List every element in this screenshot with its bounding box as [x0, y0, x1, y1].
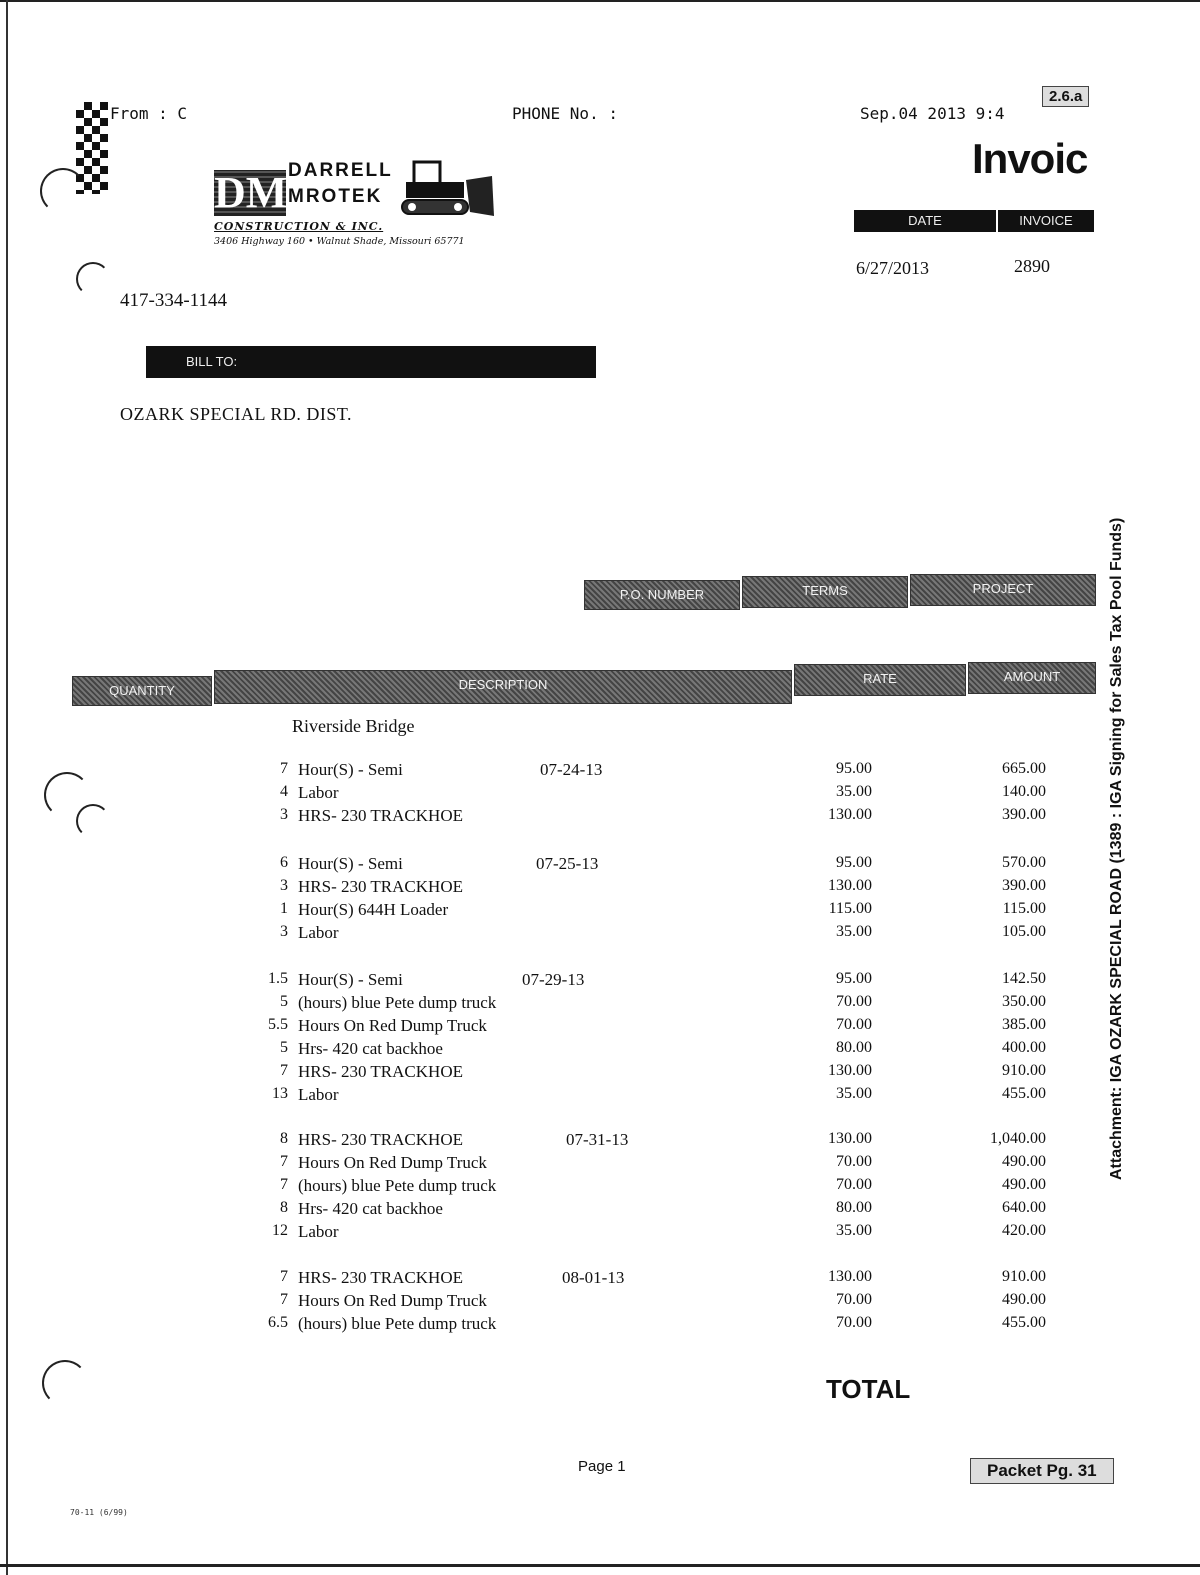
- item-quantity: 6: [280, 854, 288, 871]
- item-rate: 130.00: [828, 877, 872, 894]
- item-description: (hours) blue Pete dump truck: [298, 1176, 497, 1195]
- invoice-number: 2890: [1014, 256, 1050, 276]
- item-amount: 1,040.00: [990, 1130, 1046, 1147]
- item-description: Hours On Red Dump Truck: [298, 1153, 487, 1172]
- punch-hole-mark: [76, 804, 110, 838]
- group-date: 07-25-13: [536, 854, 599, 873]
- item-quantity: 3: [280, 877, 288, 894]
- fax-from: From : C: [110, 104, 188, 123]
- item-rate: 70.00: [836, 1176, 872, 1193]
- item-quantity: 1: [280, 900, 288, 917]
- item-description: HRS- 230 TRACKHOE: [298, 806, 463, 825]
- item-description: Hours On Red Dump Truck: [298, 1016, 487, 1035]
- scan-border-bottom: [0, 1564, 1200, 1567]
- item-description: Hrs- 420 cat backhoe: [298, 1039, 443, 1058]
- company-logo: [214, 160, 514, 260]
- item-amount: 390.00: [1002, 877, 1046, 894]
- item-amount: 455.00: [1002, 1314, 1046, 1331]
- item-rate: 95.00: [836, 760, 872, 777]
- item-quantity: 7: [280, 1291, 288, 1308]
- quantity-header: QUANTITY: [72, 676, 212, 706]
- amount-header: AMOUNT: [968, 662, 1096, 694]
- total-label: TOTAL: [826, 1374, 911, 1404]
- item-description: Labor: [298, 1085, 339, 1104]
- item-amount: 105.00: [1002, 923, 1046, 940]
- project-header: PROJECT: [910, 574, 1096, 606]
- item-rate: 35.00: [836, 923, 872, 940]
- bill-to-name: OZARK SPECIAL RD. DIST.: [120, 404, 353, 424]
- item-amount: 910.00: [1002, 1268, 1046, 1285]
- item-amount: 350.00: [1002, 993, 1046, 1010]
- punch-hole-mark: [76, 262, 110, 296]
- item-description: HRS- 230 TRACKHOE: [298, 877, 463, 896]
- item-amount: 490.00: [1002, 1176, 1046, 1193]
- item-amount: 490.00: [1002, 1153, 1046, 1170]
- scan-border-left: [6, 0, 8, 1575]
- item-description: HRS- 230 TRACKHOE: [298, 1268, 463, 1287]
- invoice-date: 6/27/2013: [856, 258, 930, 278]
- item-quantity: 8: [280, 1130, 288, 1147]
- item-rate: 130.00: [828, 1130, 872, 1147]
- fax-phone: PHONE No. :: [512, 104, 618, 123]
- company-address: 3406 Highway 160 • Walnut Shade, Missouri 65771: [214, 236, 465, 247]
- item-rate: 95.00: [836, 854, 872, 871]
- attachment-note: Attachment: IGA OZARK SPECIAL ROAD (1389 : IGA Signing for Sales Tax Pool Funds): [1108, 517, 1125, 1180]
- item-quantity: 12: [272, 1222, 288, 1239]
- item-description: Labor: [298, 923, 339, 942]
- item-quantity: 5: [280, 993, 288, 1010]
- item-rate: 35.00: [836, 1222, 872, 1239]
- item-quantity: 6.5: [268, 1314, 288, 1331]
- company-name-line1: DARRELL: [288, 160, 393, 181]
- page-number: Page 1: [578, 1458, 626, 1475]
- bill-to-header: BILL TO:: [146, 346, 596, 378]
- group-date: 08-01-13: [562, 1268, 625, 1287]
- item-description: HRS- 230 TRACKHOE: [298, 1062, 463, 1081]
- description-header: DESCRIPTION: [214, 670, 792, 704]
- po-number-header: P.O. NUMBER: [584, 580, 740, 610]
- item-quantity: 7: [280, 1062, 288, 1079]
- item-description: Hour(S) 644H Loader: [298, 900, 449, 919]
- item-amount: 910.00: [1002, 1062, 1046, 1079]
- item-quantity: 7: [280, 760, 288, 777]
- item-amount: 455.00: [1002, 1085, 1046, 1102]
- group-date: 07-24-13: [540, 760, 603, 779]
- item-quantity: 7: [280, 1176, 288, 1193]
- project-name: Riverside Bridge: [292, 716, 415, 736]
- logo-monogram: DM: [214, 168, 288, 217]
- rate-header: RATE: [794, 664, 966, 696]
- item-rate: 80.00: [836, 1039, 872, 1056]
- item-quantity: 3: [280, 923, 288, 940]
- invoice-title: Invoic: [972, 135, 1088, 182]
- group-date: 07-31-13: [566, 1130, 629, 1149]
- item-quantity: 5.5: [268, 1016, 288, 1033]
- item-rate: 70.00: [836, 1016, 872, 1033]
- item-rate: 95.00: [836, 970, 872, 987]
- item-rate: 80.00: [836, 1199, 872, 1216]
- item-amount: 142.50: [1002, 970, 1046, 987]
- item-quantity: 1.5: [268, 970, 288, 987]
- item-quantity: 4: [280, 783, 288, 800]
- punch-hole-mark: [42, 1360, 88, 1406]
- item-rate: 35.00: [836, 783, 872, 800]
- item-quantity: 7: [280, 1268, 288, 1285]
- item-rate: 130.00: [828, 1062, 872, 1079]
- terms-header: TERMS: [742, 576, 908, 608]
- item-amount: 115.00: [1002, 900, 1046, 917]
- item-rate: 70.00: [836, 1314, 872, 1331]
- item-description: Labor: [298, 1222, 339, 1241]
- item-description: (hours) blue Pete dump truck: [298, 1314, 497, 1333]
- item-rate: 130.00: [828, 1268, 872, 1285]
- bulldozer-icon: [396, 152, 496, 224]
- item-amount: 640.00: [1002, 1199, 1046, 1216]
- reference-badge: 2.6.a: [1042, 86, 1089, 107]
- item-quantity: 5: [280, 1039, 288, 1056]
- form-code: 70-11 (6/99): [70, 1508, 128, 1517]
- item-amount: 385.00: [1002, 1016, 1046, 1033]
- company-phone: 417-334-1144: [120, 290, 227, 311]
- company-tagline: CONSTRUCTION & INC.: [214, 220, 384, 233]
- date-header: DATE: [854, 210, 996, 232]
- item-description: (hours) blue Pete dump truck: [298, 993, 497, 1012]
- item-amount: 420.00: [1002, 1222, 1046, 1239]
- item-rate: 70.00: [836, 993, 872, 1010]
- item-rate: 35.00: [836, 1085, 872, 1102]
- item-amount: 400.00: [1002, 1039, 1046, 1056]
- item-amount: 490.00: [1002, 1291, 1046, 1308]
- item-quantity: 8: [280, 1199, 288, 1216]
- item-description: Hours On Red Dump Truck: [298, 1291, 487, 1310]
- invoice-number-header: INVOICE: [998, 210, 1094, 232]
- item-quantity: 13: [272, 1085, 288, 1102]
- item-amount: 665.00: [1002, 760, 1046, 777]
- punch-hole-mark: [40, 168, 86, 214]
- item-description: HRS- 230 TRACKHOE: [298, 1130, 463, 1149]
- scan-border-top: [0, 0, 1200, 2]
- item-description: Hour(S) - Semi: [298, 854, 403, 873]
- fax-datetime: Sep.04 2013 9:4: [860, 104, 1005, 123]
- item-description: Hour(S) - Semi: [298, 760, 403, 779]
- packet-page-badge: Packet Pg. 31: [970, 1458, 1114, 1484]
- item-amount: 570.00: [1002, 854, 1046, 871]
- item-rate: 70.00: [836, 1153, 872, 1170]
- item-description: Hrs- 420 cat backhoe: [298, 1199, 443, 1218]
- company-name-line2: MROTEK: [288, 186, 383, 207]
- group-date: 07-29-13: [522, 970, 585, 989]
- item-description: Labor: [298, 783, 339, 802]
- item-amount: 140.00: [1002, 783, 1046, 800]
- item-rate: 130.00: [828, 806, 872, 823]
- item-rate: 70.00: [836, 1291, 872, 1308]
- item-description: Hour(S) - Semi: [298, 970, 403, 989]
- item-amount: 390.00: [1002, 806, 1046, 823]
- item-quantity: 3: [280, 806, 288, 823]
- item-quantity: 7: [280, 1153, 288, 1170]
- item-rate: 115.00: [828, 900, 872, 917]
